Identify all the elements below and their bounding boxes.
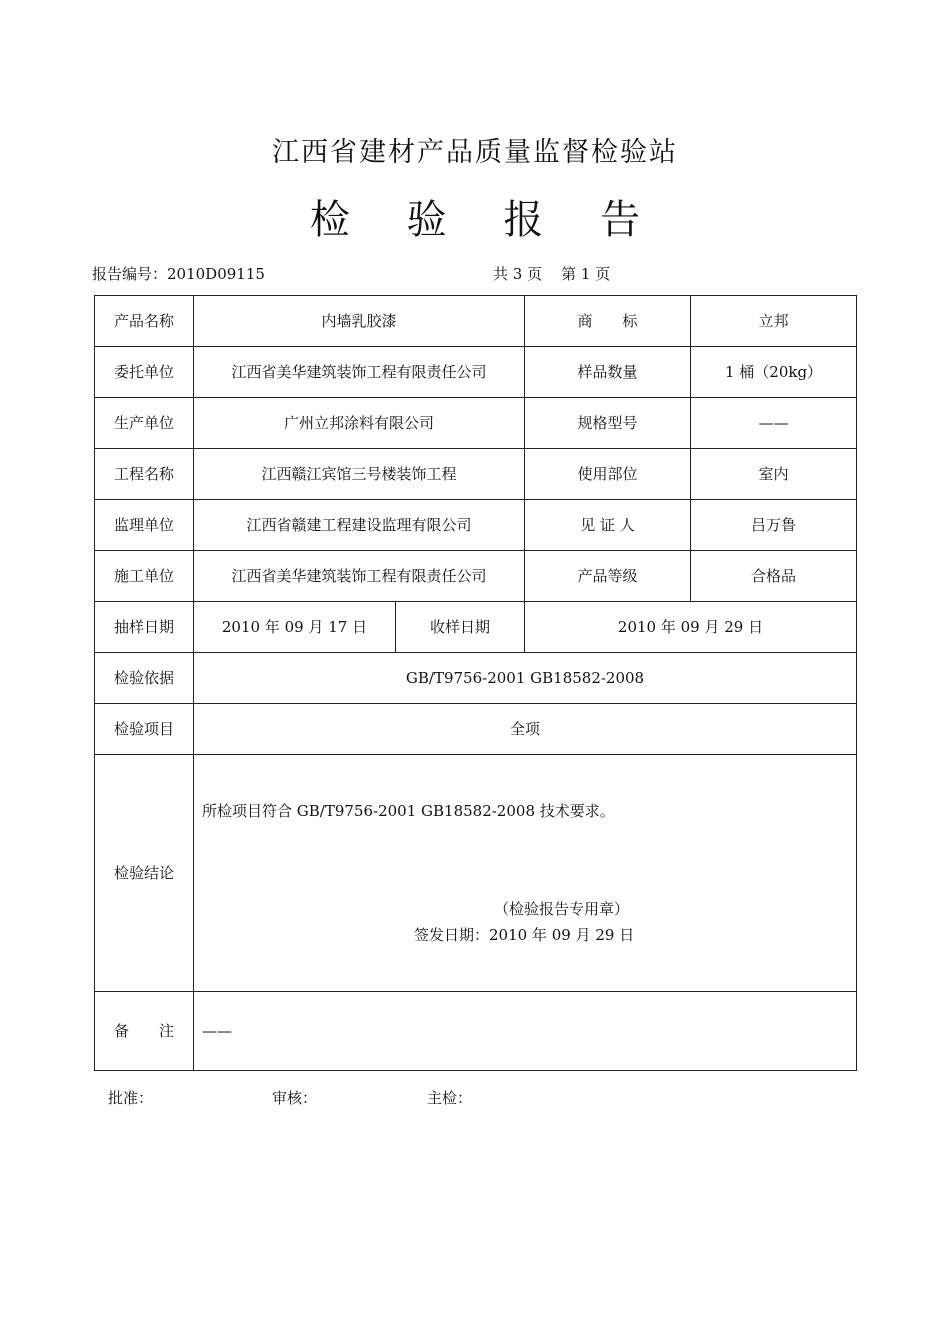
items-value: 全项 [194, 704, 857, 755]
table-row [95, 296, 857, 347]
report-number: 报告编号：2010D09115 [92, 265, 265, 283]
brand-label: 商 标 [525, 296, 691, 347]
remarks-label: 备 注 [95, 992, 194, 1071]
manufacturer-value: 广州立邦涂料有限公司 [194, 398, 525, 449]
product-name-label: 产品名称 [95, 296, 194, 347]
sample-qty-label: 样品数量 [525, 347, 691, 398]
conclusion-text: 所检项目符合 GB/T9756-2001 GB18582-2008 技术要求。 [202, 802, 615, 820]
table-row [95, 500, 857, 551]
table-row [95, 755, 857, 992]
table-row [95, 992, 857, 1071]
issue-date: 签发日期：2010 年 09 月 29 日 [414, 926, 635, 944]
witness-value: 吕万鲁 [691, 500, 857, 551]
table-row [95, 653, 857, 704]
client-value: 江西省美华建筑装饰工程有限责任公司 [194, 347, 525, 398]
contractor-label: 施工单位 [95, 551, 194, 602]
remarks-value: —— [194, 992, 857, 1071]
contractor-value: 江西省美华建筑装饰工程有限责任公司 [194, 551, 525, 602]
usage-label: 使用部位 [525, 449, 691, 500]
table-row [95, 551, 857, 602]
review-label: 审核： [272, 1089, 318, 1107]
project-value: 江西赣江宾馆三号楼装饰工程 [194, 449, 525, 500]
spec-value: —— [691, 398, 857, 449]
approve-label: 批准： [108, 1089, 154, 1107]
page-indicator: 共 3 页 第 1 页 [493, 265, 611, 283]
supervisor-value: 江西省赣建工程建设监理有限公司 [194, 500, 525, 551]
manufacturer-label: 生产单位 [95, 398, 194, 449]
product-name-value: 内墙乳胶漆 [194, 296, 525, 347]
conclusion-cell [194, 755, 857, 992]
sample-qty-value: 1 桶（20kg） [691, 347, 857, 398]
table-row [95, 449, 857, 500]
brand-value: 立邦 [691, 296, 857, 347]
table-row [95, 602, 857, 653]
report-title: 检 验 报 告 [309, 197, 663, 243]
grade-label: 产品等级 [525, 551, 691, 602]
receipt-date-label: 收样日期 [396, 602, 525, 653]
report-table [94, 295, 857, 1071]
project-label: 工程名称 [95, 449, 194, 500]
client-label: 委托单位 [95, 347, 194, 398]
table-row [95, 347, 857, 398]
table-row [95, 704, 857, 755]
witness-label: 见 证 人 [525, 500, 691, 551]
seal-note: （检验报告专用章） [494, 900, 630, 918]
spec-label: 规格型号 [525, 398, 691, 449]
conclusion-label: 检验结论 [95, 755, 194, 992]
basis-label: 检验依据 [95, 653, 194, 704]
basis-value: GB/T9756-2001 GB18582-2008 [194, 653, 857, 704]
org-title: 江西省建材产品质量监督检验站 [272, 137, 678, 168]
table-row [95, 398, 857, 449]
supervisor-label: 监理单位 [95, 500, 194, 551]
grade-value: 合格品 [691, 551, 857, 602]
inspector-label: 主检： [427, 1089, 473, 1107]
items-label: 检验项目 [95, 704, 194, 755]
usage-value: 室内 [691, 449, 857, 500]
sampling-date-value: 2010 年 09 月 17 日 [194, 602, 396, 653]
conclusion-box [194, 755, 856, 991]
sampling-date-label: 抽样日期 [95, 602, 194, 653]
receipt-date-value: 2010 年 09 月 29 日 [525, 602, 857, 653]
